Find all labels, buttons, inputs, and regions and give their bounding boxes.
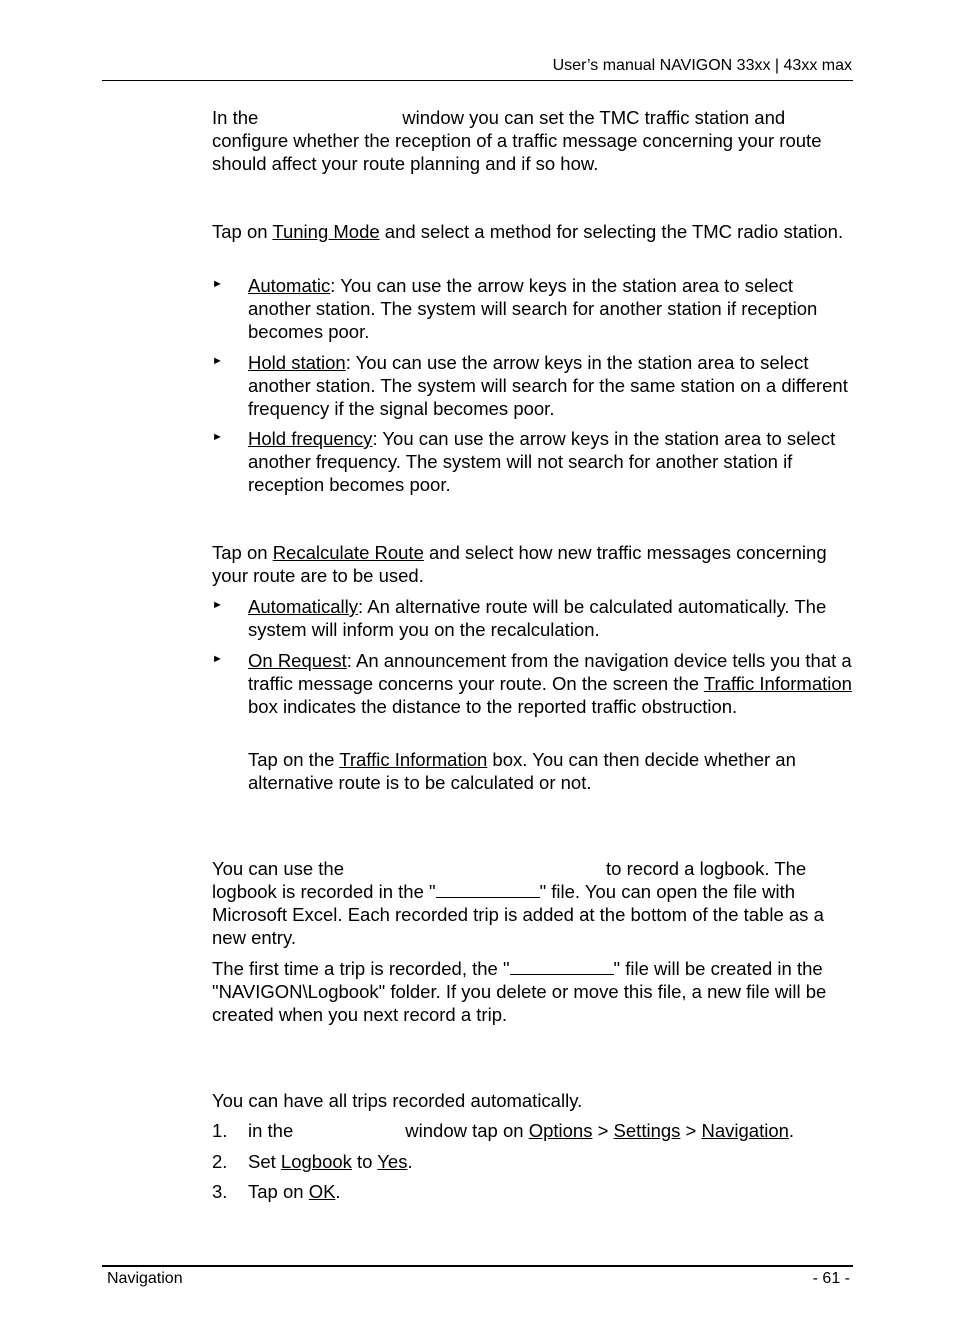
period: . xyxy=(788,1120,795,1141)
hold-station-text: : You can use the arrow keys in the station area to select another station. The system will search for the same station on a different frequency if the signal becomes poor. xyxy=(248,352,848,419)
intro-paragraph xyxy=(212,106,852,175)
tuning-pre: Tap on xyxy=(212,221,273,242)
step-1 xyxy=(212,1119,852,1142)
traffic-information-link[interactable]: Traffic Information xyxy=(703,673,852,694)
sub-pre: Tap on the xyxy=(248,749,340,770)
settings-link[interactable]: Settings xyxy=(613,1120,681,1141)
logbook-p1a: You can use the xyxy=(212,858,345,879)
logbook-paragraph-2 xyxy=(212,957,852,1026)
filename-blank xyxy=(510,957,614,975)
recalc-post: and select how new traffic messages concerning your route are to be used. xyxy=(212,542,827,586)
page-number: - 61 - xyxy=(812,1270,850,1287)
hold-frequency-link[interactable]: Hold frequency xyxy=(248,428,373,449)
footer-rule xyxy=(102,1265,853,1267)
logbook-link[interactable]: Logbook xyxy=(280,1151,352,1172)
on-request-subparagraph xyxy=(212,748,852,794)
separator: > xyxy=(680,1120,702,1141)
separator: > xyxy=(592,1120,614,1141)
step-1-b: window tap on xyxy=(405,1120,529,1141)
step-number: 2. xyxy=(212,1151,228,1172)
bullet-arrow-icon: ► xyxy=(212,431,223,443)
separator: to xyxy=(351,1151,378,1172)
navigation-link[interactable]: Navigation xyxy=(701,1120,789,1141)
bullet-arrow-icon: ► xyxy=(212,355,223,367)
on-request-link[interactable]: On Request xyxy=(248,650,347,671)
header-rule xyxy=(102,80,853,81)
recalc-pre: Tap on xyxy=(212,542,273,563)
auto-intro xyxy=(212,1089,852,1112)
recalc-paragraph xyxy=(212,541,852,587)
tuning-paragraph xyxy=(212,220,852,243)
bullet-arrow-icon: ► xyxy=(212,653,223,665)
automatically-link[interactable]: Automatically xyxy=(248,596,359,617)
on-request-text: : An announcement from the navigation device tells you that a traffic message concerns your route. On the screen the xyxy=(248,650,852,694)
logbook-p2b: " file will be created in the "NAVIGON\Logbook" folder. If you delete or move this file, a new file will be created when you next record a trip. xyxy=(212,958,827,1025)
recalculate-route-link[interactable]: Recalculate Route xyxy=(272,542,424,563)
automatically-text: : An alternative route will be calculated automatically. The system will inform you on the recalculation. xyxy=(248,596,827,640)
step-number: 3. xyxy=(212,1181,228,1202)
yes-link[interactable]: Yes xyxy=(377,1151,408,1172)
traffic-information-box-link[interactable]: Traffic Information xyxy=(339,749,488,770)
running-header: User’s manual NAVIGON 33xx | 43xx max xyxy=(552,57,852,74)
footer-section: Navigation xyxy=(107,1270,183,1287)
logbook-p2a: The first time a trip is recorded, the " xyxy=(212,958,510,979)
logbook-p1b: to record a logbook. The logbook is recorded in the " xyxy=(212,858,807,902)
hold-station-link[interactable]: Hold station xyxy=(248,352,346,373)
options-link[interactable]: Options xyxy=(528,1120,593,1141)
bullet-arrow-icon: ► xyxy=(212,599,223,611)
filename-blank xyxy=(436,880,540,898)
step-number: 1. xyxy=(212,1120,228,1141)
on-request-text2: box indicates the distance to the reported traffic obstruction. xyxy=(248,696,738,717)
step-2 xyxy=(212,1150,852,1173)
step-3 xyxy=(212,1180,852,1203)
auto-intro-text: You can have all trips recorded automatically. xyxy=(212,1090,583,1111)
sub-post: box. You can then decide whether an alternative route is to be calculated or not. xyxy=(248,749,796,793)
intro-part2: window you can set the TMC traffic station and configure whether the reception of a traffic message concerning your route should affect your route planning and if so how. xyxy=(212,107,822,174)
bullet-arrow-icon: ► xyxy=(212,278,223,290)
tuning-mode-link[interactable]: Tuning Mode xyxy=(272,221,380,242)
logbook-p1c: " file. You can open the file with Microsoft Excel. Each recorded trip is added at the bottom of the table as a new entry. xyxy=(212,881,824,948)
tuning-post: and select a method for selecting the TMC radio station. xyxy=(379,221,844,242)
logbook-paragraph-1 xyxy=(212,857,852,949)
intro-part1: In the xyxy=(212,107,259,128)
bullet-automatically xyxy=(212,595,852,641)
period: . xyxy=(335,1181,341,1202)
step-2-a: Set xyxy=(248,1151,281,1172)
ok-link[interactable]: OK xyxy=(308,1181,336,1202)
bullet-on-request xyxy=(212,649,852,718)
hold-frequency-text: : You can use the arrow keys in the station area to select another frequency. The system will not search for another station if reception becomes poor. xyxy=(248,428,836,495)
bullet-automatic xyxy=(212,274,852,343)
bullet-hold-frequency xyxy=(212,427,852,496)
bullet-hold-station xyxy=(212,351,852,420)
automatic-text: : You can use the arrow keys in the station area to select another station. The system will search for another station if reception becomes poor. xyxy=(248,275,818,342)
period: . xyxy=(407,1151,413,1172)
step-3-a: Tap on xyxy=(248,1181,309,1202)
step-1-a: in the xyxy=(248,1120,294,1141)
automatic-link[interactable]: Automatic xyxy=(248,275,331,296)
